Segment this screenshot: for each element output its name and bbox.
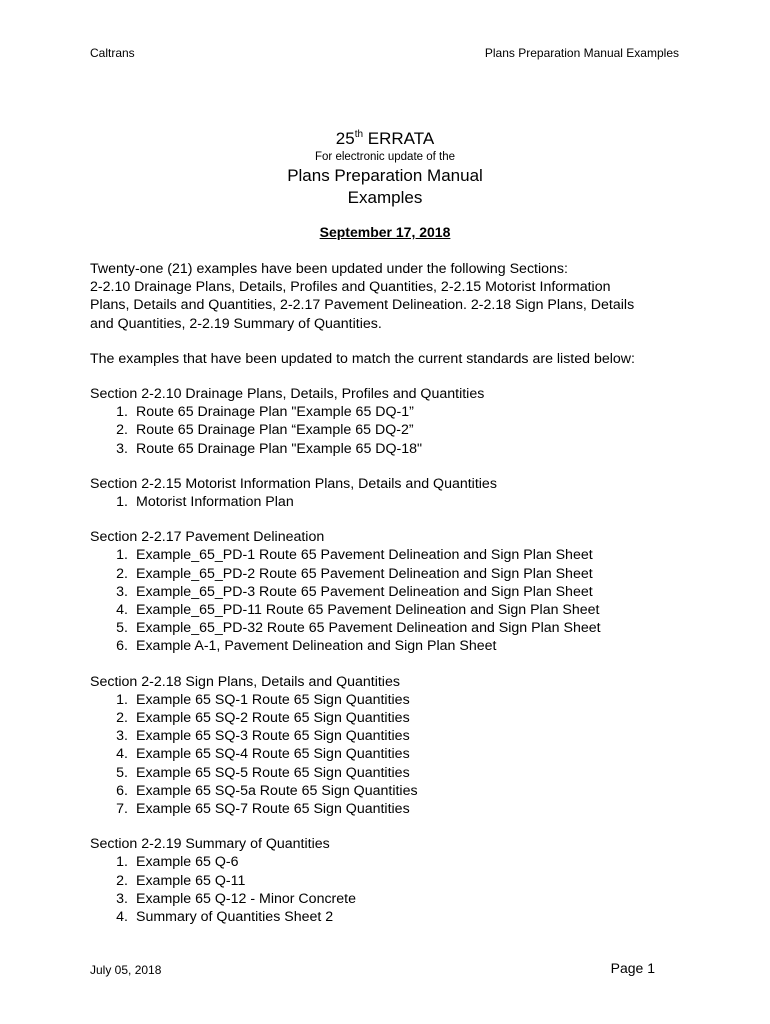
list-number: 2.	[116, 872, 128, 889]
list-number: 1.	[116, 691, 128, 708]
list-item	[90, 890, 690, 908]
errata-suffix: th	[354, 129, 364, 140]
list-item	[90, 745, 690, 763]
list-item-text: Route 65 Drainage Plan "Example 65 DQ-18"	[136, 440, 423, 457]
list-number: 1.	[116, 494, 128, 511]
list-number: 6.	[116, 782, 128, 799]
section-heading: Section 2-2.19 Summary of Quantities	[90, 836, 330, 853]
list-number: 1.	[116, 854, 128, 871]
list-item	[90, 872, 690, 890]
list-number: 2.	[116, 565, 128, 582]
list-item-text: Example_65_PD-11 Route 65 Pavement Delineation and Sign Plan Sheet	[136, 602, 600, 619]
section-item-list	[90, 853, 690, 926]
section-motorist-information	[90, 475, 690, 511]
list-item-text: Example 65 SQ-1 Route 65 Sign Quantities	[136, 691, 410, 708]
section-heading: Section 2-2.15 Motorist Information Plans, Details and Quantities	[90, 475, 497, 492]
list-number: 1.	[116, 404, 128, 421]
list-number: 5.	[116, 764, 128, 781]
section-heading: Section 2-2.18 Sign Plans, Details and Quantities	[90, 673, 400, 690]
list-item-text: Example 65 Q-11	[136, 872, 246, 889]
list-item	[90, 637, 690, 655]
list-item-text: Example 65 Q-12 - Minor Concrete	[136, 890, 356, 907]
list-item	[90, 691, 690, 709]
list-item-text: Example 65 SQ-5a Route 65 Sign Quantities	[136, 782, 418, 799]
list-item-text: Example 65 Q-6	[136, 854, 239, 871]
list-item	[90, 583, 690, 601]
errata-subtitle: For electronic update of the	[315, 151, 455, 163]
header-document-title: Plans Preparation Manual Examples	[484, 46, 679, 60]
list-number: 3.	[116, 583, 128, 600]
list-item-text: Example_65_PD-1 Route 65 Pavement Delineation and Sign Plan Sheet	[136, 547, 593, 564]
section-summary-of-quantities	[90, 835, 690, 926]
list-item-text: Example A-1, Pavement Delineation and Sign Plan Sheet	[136, 638, 497, 655]
list-item-text: Example_65_PD-3 Route 65 Pavement Delineation and Sign Plan Sheet	[136, 583, 593, 600]
list-number: 1.	[116, 547, 128, 564]
section-pavement-delineation	[90, 528, 690, 655]
errata-word: ERRATA	[367, 129, 435, 148]
list-item-text: Example_65_PD-2 Route 65 Pavement Delineation and Sign Plan Sheet	[136, 565, 593, 582]
list-item	[90, 764, 690, 782]
errata-number: 25	[335, 129, 355, 148]
list-item-text: Route 65 Drainage Plan “Example 65 DQ-2”	[136, 422, 414, 439]
intro-paragraph	[90, 260, 690, 333]
list-item	[90, 709, 690, 727]
errata-date: September 17, 2018	[319, 224, 451, 240]
list-item-text: Motorist Information Plan	[136, 494, 294, 511]
list-item	[90, 493, 690, 511]
list-item	[90, 727, 690, 745]
list-number: 4.	[116, 602, 128, 619]
list-number: 2.	[116, 710, 128, 727]
section-heading: Section 2-2.10 Drainage Plans, Details, Profiles and Quantities	[90, 386, 485, 403]
intro-line: Twenty-one (21) examples have been updated under the following Sections:	[90, 261, 568, 277]
list-item-text: Example 65 SQ-7 Route 65 Sign Quantities	[136, 801, 410, 818]
intro-line: 2-2.10 Drainage Plans, Details, Profiles and Quantities, 2-2.15 Motorist Information	[90, 279, 611, 296]
list-number: 3.	[116, 890, 128, 907]
list-item-text: Route 65 Drainage Plan "Example 65 DQ-1”	[136, 404, 414, 421]
list-item-text: Example 65 SQ-4 Route 65 Sign Quantities	[136, 746, 410, 763]
list-item-text: Example 65 SQ-2 Route 65 Sign Quantities	[136, 710, 410, 727]
header-organization: Caltrans	[90, 46, 135, 60]
intro-line: and Quantities, 2-2.19 Summary of Quantities.	[90, 315, 382, 332]
list-number: 6.	[116, 638, 128, 655]
title-block	[0, 128, 770, 241]
list-number: 3.	[116, 440, 128, 457]
footer-page-number: Page 1	[610, 960, 655, 976]
list-item-text: Example_65_PD-32 Route 65 Pavement Delineation and Sign Plan Sheet	[136, 620, 601, 637]
section-heading: Section 2-2.17 Pavement Delineation	[90, 529, 325, 546]
section-drainage	[90, 385, 690, 458]
manual-title-line-2: Examples	[347, 188, 423, 207]
section-sign-plans	[90, 673, 690, 819]
list-item	[90, 908, 690, 926]
list-item	[90, 546, 690, 564]
list-number: 2.	[116, 422, 128, 439]
list-item	[90, 440, 690, 458]
list-number: 7.	[116, 801, 128, 818]
list-number: 5.	[116, 620, 128, 637]
list-item	[90, 601, 690, 619]
section-item-list	[90, 403, 690, 458]
list-item	[90, 800, 690, 818]
list-number: 3.	[116, 728, 128, 745]
section-item-list	[90, 546, 690, 655]
intro-line: Plans, Details and Quantities, 2-2.17 Pavement Delineation. 2-2.18 Sign Plans, Details	[90, 297, 635, 314]
list-item	[90, 619, 690, 637]
list-item-text: Example 65 SQ-5 Route 65 Sign Quantities	[136, 764, 410, 781]
list-intro-paragraph: The examples that have been updated to match the current standards are listed below:	[90, 350, 635, 367]
list-item	[90, 565, 690, 583]
list-item-text: Example 65 SQ-3 Route 65 Sign Quantities	[136, 728, 410, 745]
list-item	[90, 782, 690, 800]
document-body	[90, 260, 690, 926]
list-item	[90, 403, 690, 421]
list-number: 4.	[116, 746, 128, 763]
list-number: 4.	[116, 909, 128, 926]
list-item	[90, 421, 690, 439]
list-item	[90, 853, 690, 871]
section-item-list	[90, 493, 690, 511]
list-item-text: Summary of Quantities Sheet 2	[136, 909, 334, 926]
section-item-list	[90, 691, 690, 818]
footer-date: July 05, 2018	[90, 963, 162, 977]
manual-title-line-1: Plans Preparation Manual	[287, 166, 483, 185]
errata-title	[0, 128, 770, 150]
